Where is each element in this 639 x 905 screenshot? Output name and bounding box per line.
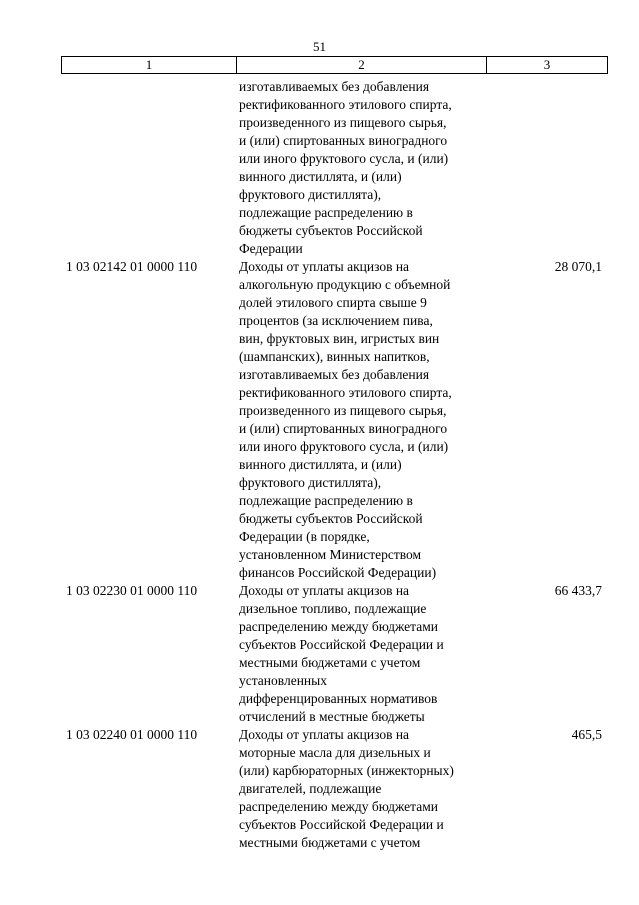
column-header-3: 3 — [487, 57, 608, 74]
description-line: фруктового дистиллята), — [239, 475, 382, 490]
description-line: двигателей, подлежащие — [239, 781, 382, 796]
description-cell — [236, 726, 486, 852]
description-line: Доходы от уплаты акцизов на — [239, 727, 410, 742]
amount-cell: 28 070,1 — [554, 259, 602, 274]
description-line: или иного фруктового сусла, и (или) — [239, 439, 449, 454]
description-line: местными бюджетами с учетом — [239, 835, 421, 850]
description-line: винного дистиллята, и (или) — [239, 169, 402, 184]
description-line: фруктового дистиллята), — [239, 187, 382, 202]
description-line: дифференцированных нормативов — [239, 691, 438, 706]
description-line: финансов Российской Федерации) — [239, 565, 437, 580]
table-row — [61, 582, 607, 726]
income-code-cell: 1 03 02142 01 0000 110 — [66, 259, 198, 274]
description-line: произведенного из пищевого сырья, — [239, 403, 447, 418]
description-line: субъектов Российской Федерации и — [239, 637, 444, 652]
description-line: (или) карбюраторных (инжекторных) — [239, 763, 454, 778]
description-line: распределению между бюджетами — [239, 799, 438, 814]
amount-cell: 465,5 — [571, 727, 602, 742]
description-line: бюджеты субъектов Российской — [239, 511, 423, 526]
description-line: и (или) спиртованных виноградного — [239, 133, 448, 148]
description-line: подлежащие распределению в — [239, 205, 413, 220]
table-body — [61, 78, 607, 852]
description-line: и (или) спиртованных виноградного — [239, 421, 448, 436]
description-line: Доходы от уплаты акцизов на — [239, 583, 410, 598]
income-code-cell: 1 03 02240 01 0000 110 — [66, 727, 198, 742]
table-header — [61, 56, 608, 74]
description-cell — [236, 258, 486, 582]
description-line: местными бюджетами с учетом — [239, 655, 421, 670]
description-cell — [236, 78, 486, 258]
description-line: алкогольную продукцию с объемной — [239, 277, 451, 292]
description-line: Федерации — [239, 241, 303, 256]
income-code-cell: 1 03 02230 01 0000 110 — [66, 583, 198, 598]
description-line: подлежащие распределению в — [239, 493, 413, 508]
description-line: бюджеты субъектов Российской — [239, 223, 423, 238]
description-line: распределению между бюджетами — [239, 619, 438, 634]
description-line: долей этилового спирта свыше 9 — [239, 295, 427, 310]
column-header-1: 1 — [62, 57, 237, 74]
description-line: дизельное топливо, подлежащие — [239, 601, 427, 616]
description-line: изготавливаемых без добавления — [239, 367, 430, 382]
description-line: установленных — [239, 673, 327, 688]
column-header-2: 2 — [237, 57, 487, 74]
description-line: произведенного из пищевого сырья, — [239, 115, 447, 130]
description-line: субъектов Российской Федерации и — [239, 817, 444, 832]
description-cell — [236, 582, 486, 726]
description-line: изготавливаемых без добавления — [239, 79, 430, 94]
description-line: моторные масла для дизельных и — [239, 745, 431, 760]
description-line: процентов (за исключением пива, — [239, 313, 433, 328]
description-line: ректификованного этилового спирта, — [239, 97, 452, 112]
table-row — [61, 78, 607, 258]
description-line: (шампанских), винных напитков, — [239, 349, 430, 364]
description-line: Доходы от уплаты акцизов на — [239, 259, 410, 274]
description-line: отчислений в местные бюджеты — [239, 709, 425, 724]
amount-cell: 66 433,7 — [554, 583, 602, 598]
description-line: вин, фруктовых вин, игристых вин — [239, 331, 440, 346]
description-line: винного дистиллята, и (или) — [239, 457, 402, 472]
table-row — [61, 258, 607, 582]
description-line: установленном Министерством — [239, 547, 422, 562]
description-line: или иного фруктового сусла, и (или) — [239, 151, 449, 166]
page-number: 51 — [313, 39, 326, 54]
description-line: Федерации (в порядке, — [239, 529, 370, 544]
table-row — [61, 726, 607, 852]
description-line: ректификованного этилового спирта, — [239, 385, 452, 400]
